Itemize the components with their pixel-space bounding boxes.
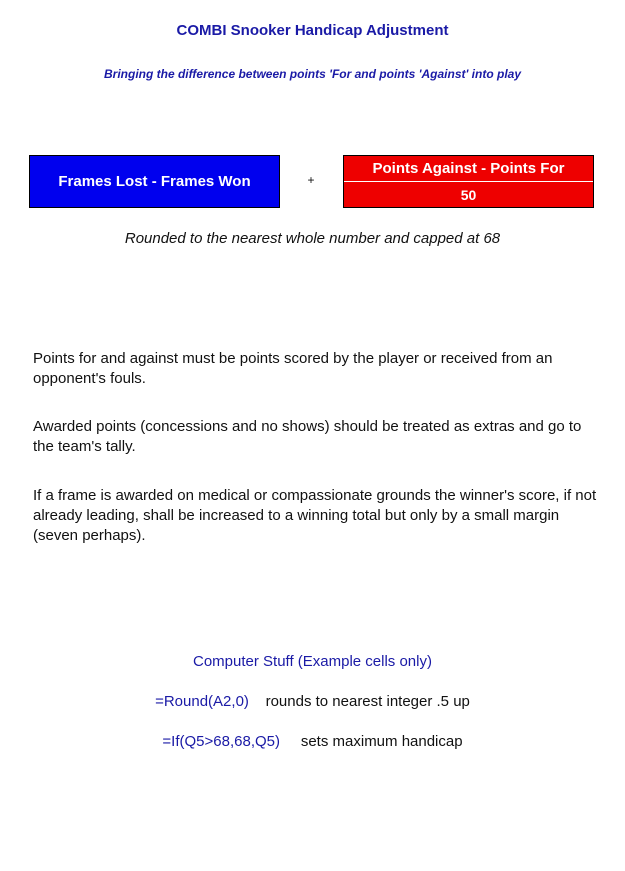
code-line-round (0, 693, 625, 710)
rule-paragraph-points: Points for and against must be points scored by the player or received from an opponent's fouls. (33, 350, 553, 387)
page-subtitle: Bringing the difference between points 'For and points 'Against' into play (103, 67, 522, 81)
computer-stuff-title: Computer Stuff (Example cells only) (193, 653, 432, 670)
round-description: rounds to nearest integer .5 up (265, 693, 470, 710)
points-difference-box (343, 155, 594, 208)
page-title: COMBI Snooker Handicap Adjustment (176, 22, 449, 39)
plus-operator: + (307, 173, 315, 187)
rule-paragraph-awarded: Awarded points (concessions and no shows) should be treated as extras and go to the team's tally. (33, 418, 582, 455)
frames-difference-box (29, 155, 280, 208)
points-difference-value: 50 (460, 186, 477, 203)
rule-paragraph-medical: If a frame is awarded on medical or compassionate grounds the winner's score, if not already leading, shall be increased to a winning total but only by a small margin (seven perhaps). (33, 487, 597, 544)
rounding-note: Rounded to the nearest whole number and capped at 68 (124, 230, 501, 247)
if-formula: =If(Q5>68,68,Q5) (162, 733, 280, 750)
code-line-if (0, 733, 625, 750)
points-difference-label: Points Against - Points For (344, 156, 593, 182)
if-description: sets maximum handicap (300, 733, 463, 750)
frames-difference-label: Frames Lost - Frames Won (58, 173, 251, 190)
round-formula: =Round(A2,0) (155, 693, 249, 710)
